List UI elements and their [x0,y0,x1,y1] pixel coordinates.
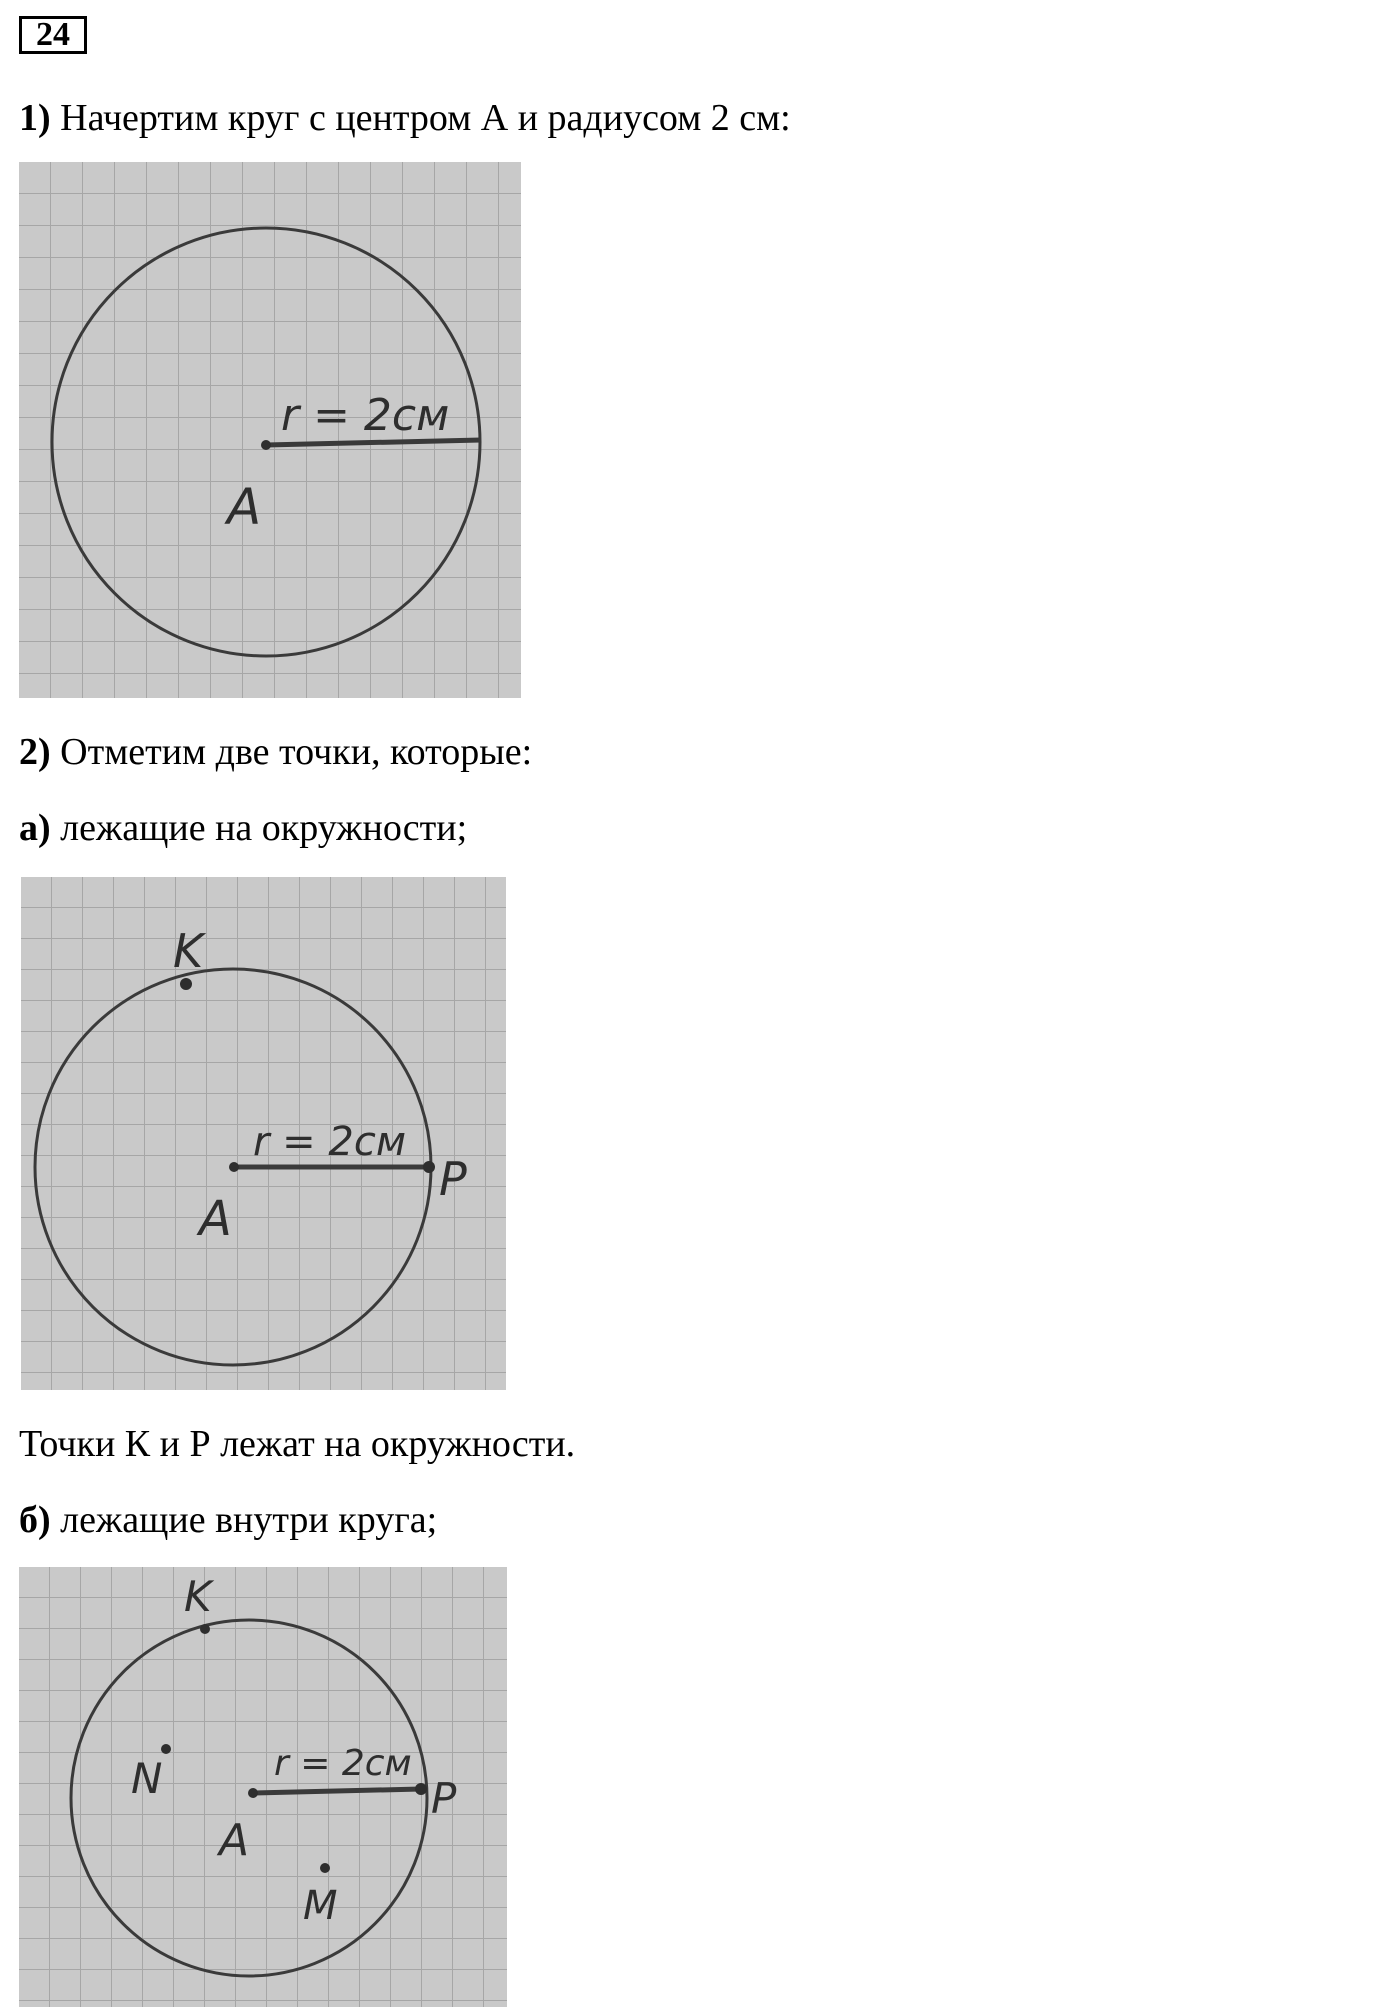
center-label-3: A [219,1815,250,1866]
point-k-dot-3 [200,1624,210,1634]
center-dot-1 [261,440,271,450]
radius-label-2: r = 2см [253,1119,407,1165]
step-1-marker: 1) [19,97,51,139]
point-p-dot-2 [423,1161,435,1173]
point-p-label-2: P [439,1152,467,1206]
center-label-2: A [199,1191,232,1247]
step-a-note: Точки К и Р лежат на окружности. [19,1423,576,1465]
point-p-label-3: P [431,1774,457,1823]
step-2-marker: 2) [19,731,51,773]
figure-1-circle-photo [19,162,521,698]
point-k-dot-2 [180,978,192,990]
radius-label-1: r = 2см [281,390,450,441]
step-b-body: лежащие внутри круга; [50,1499,438,1541]
step-1-body: Начертим круг с центром А и радиусом 2 см: [50,97,791,139]
center-label-1: A [227,478,262,536]
figure-2-circle-photo [21,877,506,1390]
step-2-text [19,730,532,774]
center-dot-3 [248,1788,258,1798]
point-n-dot-3 [161,1744,171,1754]
step-a-body: лежащие на окружности; [50,807,468,849]
point-n-label-3: N [131,1754,163,1803]
step-a-marker: а) [19,807,51,849]
point-k-label-2: K [173,924,204,978]
point-k-label-3: K [184,1572,212,1621]
point-p-dot-3 [415,1783,427,1795]
step-a-text [19,806,467,850]
point-m-label-3: M [303,1883,338,1929]
radius-label-3: r = 2см [274,1743,412,1784]
figure-3-circle-photo [19,1567,507,2007]
step-2-body: Отметим две точки, которые: [50,731,533,773]
step-b-text [19,1498,437,1542]
step-b-marker: б) [19,1499,51,1541]
center-dot-2 [229,1162,239,1172]
point-m-dot-3 [320,1863,330,1873]
step-1-text [19,96,791,140]
task-number: 24 [19,16,87,54]
